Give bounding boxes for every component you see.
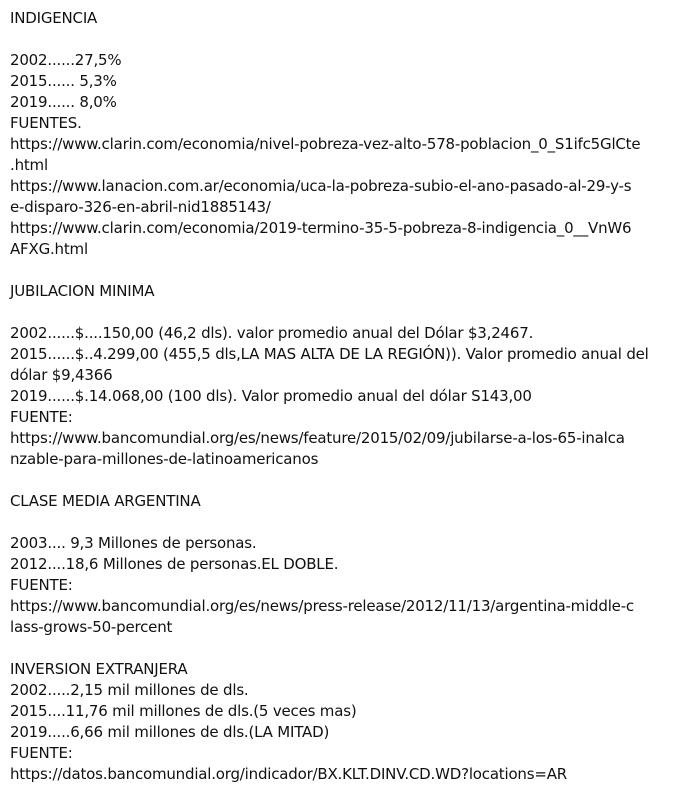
source-label: FUENTE:	[10, 408, 73, 426]
stat-line: 2015....11,76 mil millones de dls.(5 veces mas)	[10, 702, 357, 720]
source-link[interactable]: AFXG.html	[10, 240, 88, 258]
section-title: CLASE MEDIA ARGENTINA	[10, 492, 201, 510]
stat-line: dólar $9,4366	[10, 366, 113, 384]
stat-line: 2002......27,5%	[10, 51, 122, 69]
source-label: FUENTES.	[10, 114, 82, 132]
source-label: FUENTE:	[10, 576, 73, 594]
section-inversion-extranjera	[10, 659, 692, 785]
source-link[interactable]: lass-grows-50-percent	[10, 618, 173, 636]
source-link[interactable]: https://datos.bancomundial.org/indicador/BX.KLT.DINV.CD.WD?locations=AR	[10, 765, 568, 783]
source-link[interactable]: e-disparo-326-en-abril-nid1885143/	[10, 198, 271, 216]
source-link[interactable]: https://www.clarin.com/economia/2019-termino-35-5-pobreza-8-indigencia_0__VnW6	[10, 219, 632, 237]
section-indigencia	[10, 8, 692, 260]
source-link[interactable]: nzable-para-millones-de-latinoamericanos	[10, 450, 319, 468]
spacer	[10, 470, 692, 491]
source-link[interactable]: https://www.lanacion.com.ar/economia/uca-la-pobreza-subio-el-ano-pasado-al-29-y-s	[10, 177, 632, 195]
spacer	[10, 638, 692, 659]
stat-line: 2003.... 9,3 Millones de personas.	[10, 534, 257, 552]
stat-line: 2015......$..4.299,00 (455,5 dls,LA MAS ALTA DE LA REGIÓN)). Valor promedio anual del	[10, 345, 649, 363]
source-link[interactable]: .html	[10, 156, 48, 174]
section-title: JUBILACION MINIMA	[10, 282, 155, 300]
source-link[interactable]: https://www.bancomundial.org/es/news/feature/2015/02/09/jubilarse-a-los-65-inalca	[10, 429, 625, 447]
source-link[interactable]: https://www.clarin.com/economia/nivel-pobreza-vez-alto-578-poblacion_0_S1ifc5GlCte	[10, 135, 641, 153]
stat-line: 2019.....6,66 mil millones de dls.(LA MITAD)	[10, 723, 330, 741]
source-label: FUENTE:	[10, 744, 73, 762]
section-clase-media-argentina	[10, 491, 692, 638]
section-title: INDIGENCIA	[10, 9, 98, 27]
stat-line: 2002......$....150,00 (46,2 dls). valor promedio anual del Dólar $3,2467.	[10, 324, 534, 342]
stat-line: 2019......$.14.068,00 (100 dls). Valor promedio anual del dólar S143,00	[10, 387, 532, 405]
stat-line: 2019...... 8,0%	[10, 93, 117, 111]
document-body	[10, 8, 692, 785]
stat-line: 2002.....2,15 mil millones de dls.	[10, 681, 249, 699]
section-title: INVERSION EXTRANJERA	[10, 660, 188, 678]
stat-line: 2012....18,6 Millones de personas.EL DOBLE.	[10, 555, 339, 573]
spacer	[10, 260, 692, 281]
stat-line: 2015...... 5,3%	[10, 72, 117, 90]
section-jubilacion-minima	[10, 281, 692, 470]
source-link[interactable]: https://www.bancomundial.org/es/news/press-release/2012/11/13/argentina-middle-c	[10, 597, 634, 615]
